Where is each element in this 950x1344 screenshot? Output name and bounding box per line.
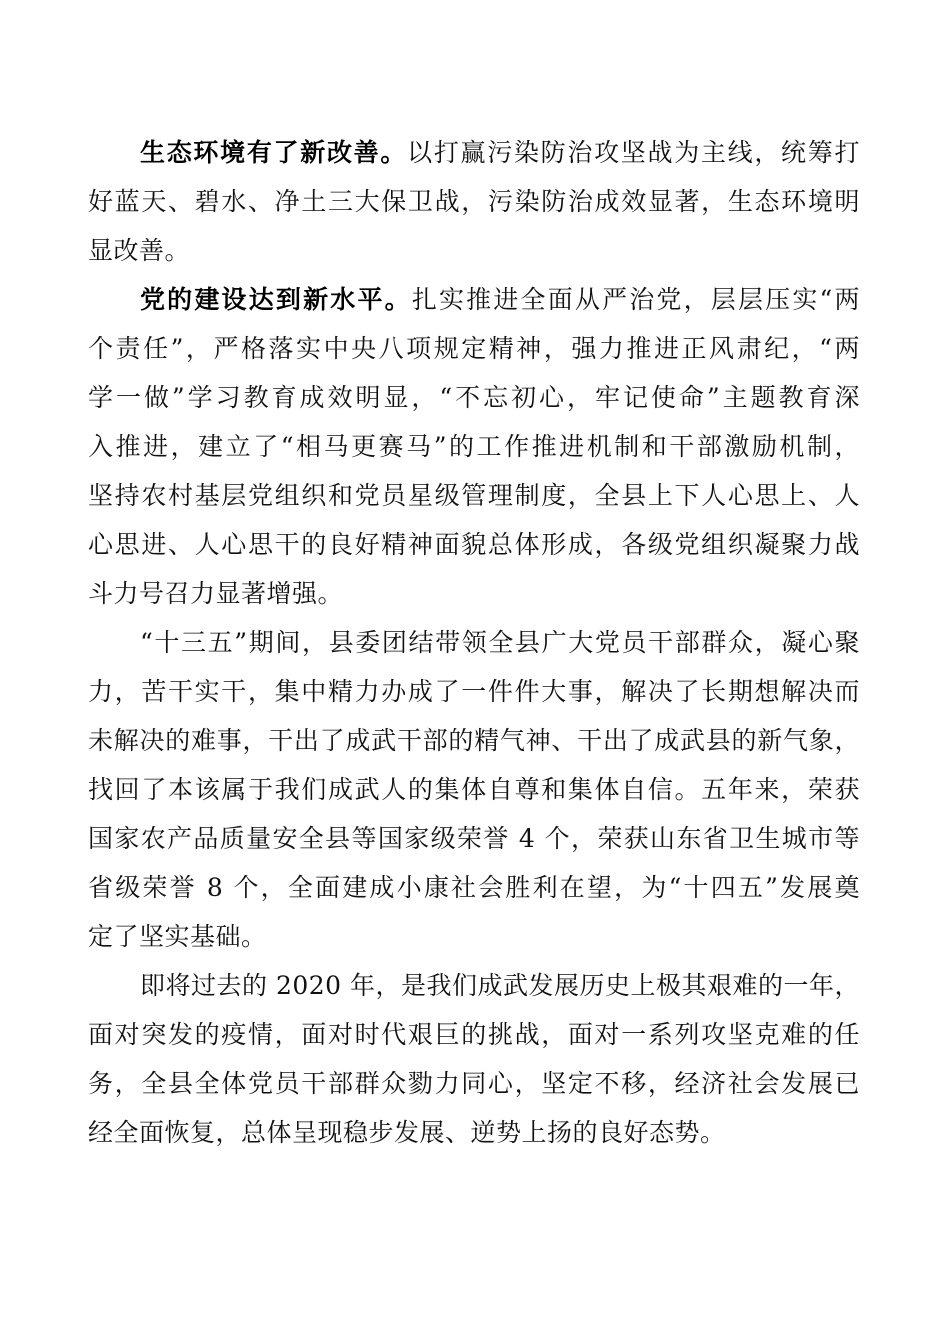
paragraph-ecology xyxy=(88,128,860,275)
text-line: 面对突发的疫情，面对时代艰巨的挑战，面对一系列攻坚克难的任 xyxy=(88,1020,860,1049)
text-line: 学一做”学习教育成效明显，“不忘初心，牢记使命”主题教育深 xyxy=(88,383,860,412)
paragraph-heading: 党的建设达到新水平。 xyxy=(140,285,412,314)
text-line: 好蓝天、碧水、净土三大保卫战，污染防治成效显著，生态环境明 xyxy=(88,187,860,216)
text-line: 定了坚实基础。 xyxy=(88,922,267,951)
text-span: 以打赢污染防治攻坚战为主线，统筹打 xyxy=(407,138,860,167)
text-line: 国家农产品质量安全县等国家级荣誉 4 个，荣获山东省卫生城市等 xyxy=(88,824,860,853)
paragraph-party-building xyxy=(88,275,860,618)
paragraph-heading: 生态环境有了新改善。 xyxy=(140,138,408,167)
text-line: 坚持农村基层党组织和党员星级管理制度，全县上下人心思上、人 xyxy=(88,481,860,510)
text-line: 显改善。 xyxy=(88,236,191,265)
text-line: 务，全县全体党员干部群众勠力同心，坚定不移，经济社会发展已 xyxy=(88,1069,860,1098)
text-line xyxy=(88,128,860,177)
paragraph-2020 xyxy=(88,961,860,1157)
text-line: 即将过去的 2020 年，是我们成武发展历史上极其艰难的一年， xyxy=(140,971,861,1000)
text-line: 力，苦干实干，集中精力办成了一件件大事，解决了长期想解决而 xyxy=(88,677,860,706)
text-line: 心思进、人心思干的良好精神面貌总体形成，各级党组织凝聚力战 xyxy=(88,530,860,559)
text-line: 找回了本该属于我们成武人的集体自尊和集体自信。五年来，荣获 xyxy=(88,775,860,804)
text-line: 省级荣誉 8 个，全面建成小康社会胜利在望，为“十四五”发展奠 xyxy=(88,873,860,902)
text-line: 未解决的难事，干出了成武干部的精气神、干出了成武县的新气象， xyxy=(88,726,860,755)
paragraph-thirteenth-five-year xyxy=(88,618,860,961)
text-line: 个责任”，严格落实中央八项规定精神，强力推进正风肃纪，“两 xyxy=(88,334,860,363)
text-line: “十三五”期间，县委团结带领全县广大党员干部群众，凝心聚 xyxy=(140,628,860,657)
text-line: 斗力号召力显著增强。 xyxy=(88,579,344,608)
text-line xyxy=(88,275,860,324)
text-span: 扎实推进全面从严治党，层层压实“两 xyxy=(411,285,860,314)
text-line: 入推进，建立了“相马更赛马”的工作推进机制和干部激励机制， xyxy=(88,432,860,461)
text-line: 经全面恢复，总体呈现稳步发展、逆势上扬的良好态势。 xyxy=(88,1118,726,1147)
document-body xyxy=(88,128,860,1157)
